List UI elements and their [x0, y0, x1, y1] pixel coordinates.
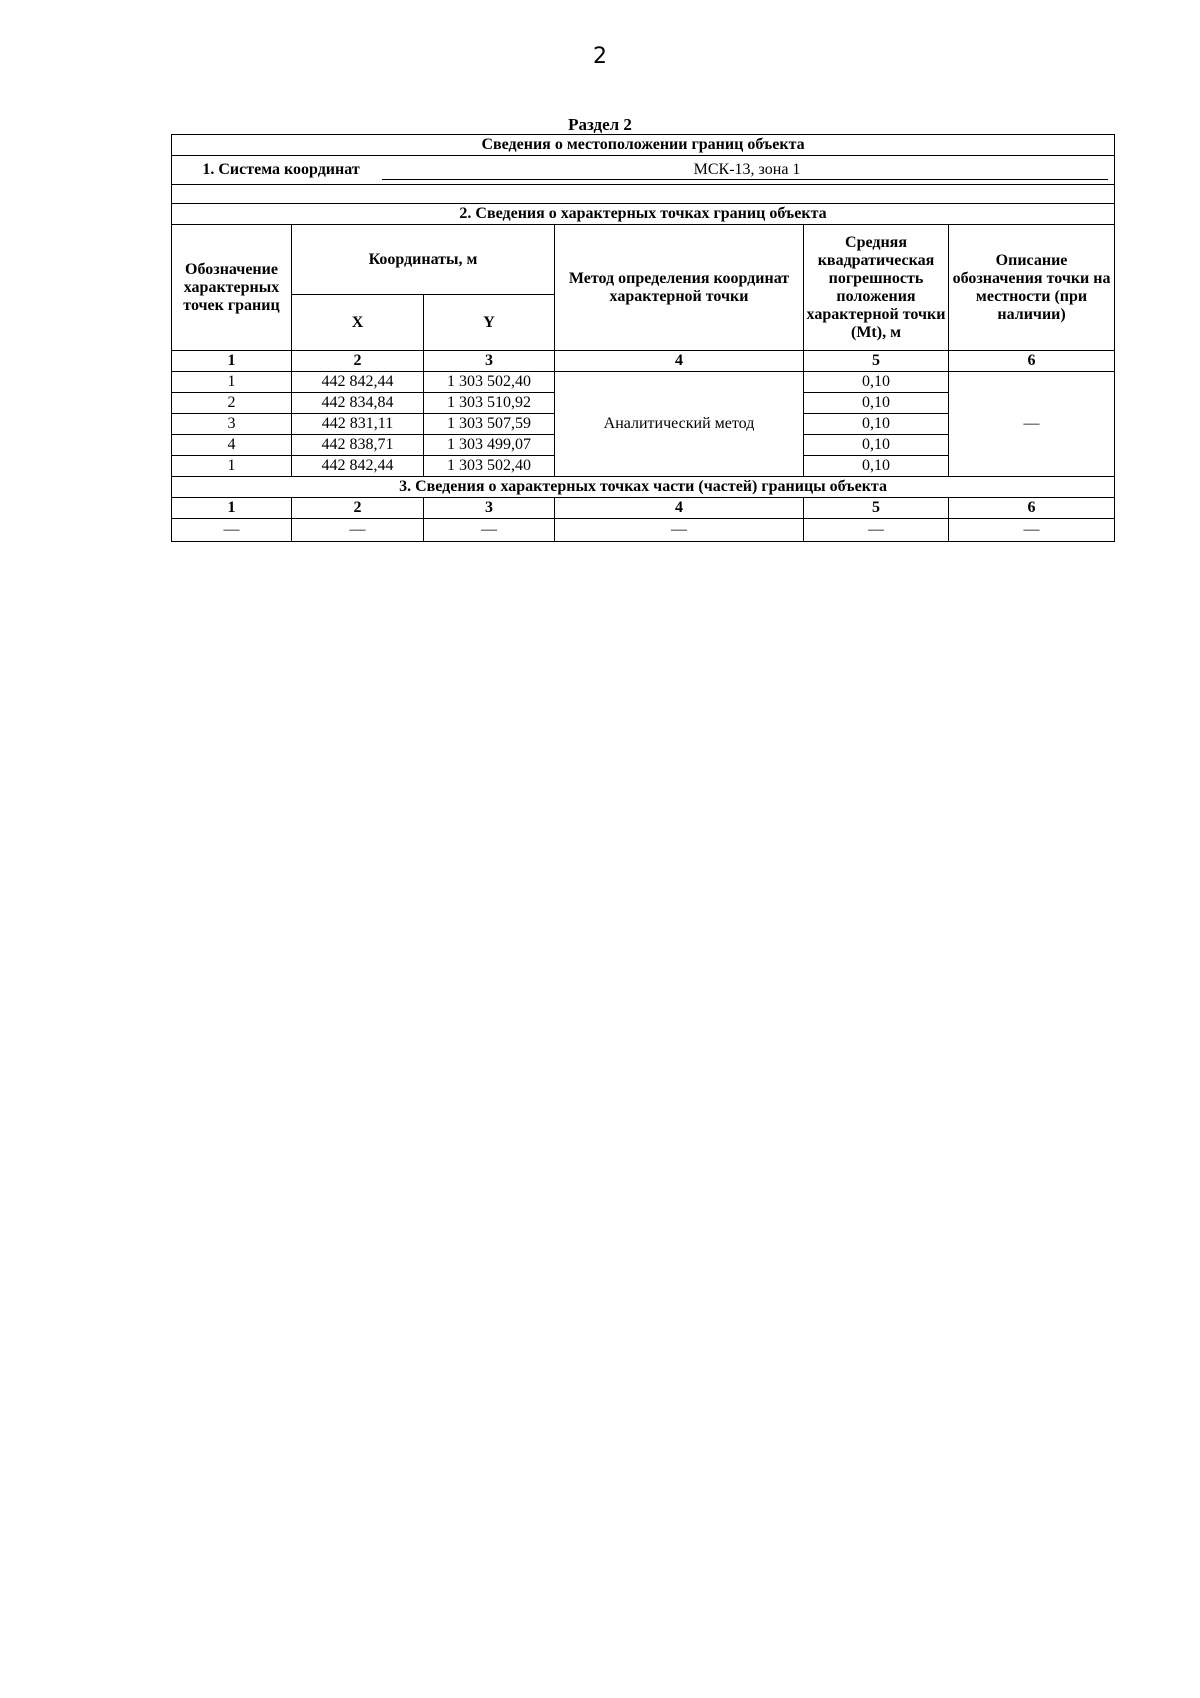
- point-x: 442 842,44: [292, 372, 424, 393]
- coordinate-system-cell: [172, 156, 1115, 185]
- column-number: 5: [804, 498, 949, 519]
- point-x: 442 842,44: [292, 456, 424, 477]
- point-y: 1 303 499,07: [424, 435, 555, 456]
- point-mt: 0,10: [804, 393, 949, 414]
- table-title: Сведения о местоположении границ объекта: [172, 135, 1115, 156]
- parts-column-numbers-row: [172, 498, 1115, 519]
- table-row: [172, 519, 1115, 542]
- header-method: Метод определения координат характерной точки: [555, 225, 804, 351]
- point-x: 442 831,11: [292, 414, 424, 435]
- point-id: 2: [172, 393, 292, 414]
- column-number: 4: [555, 498, 804, 519]
- header-coordinates: Координаты, м: [292, 225, 555, 295]
- coordinate-system-value: МСК-13, зона 1: [382, 161, 1108, 180]
- column-number: 3: [424, 498, 555, 519]
- point-y: 1 303 502,40: [424, 372, 555, 393]
- column-number: 5: [804, 351, 949, 372]
- method-value: Аналитический метод: [555, 372, 804, 477]
- description-value: —: [949, 372, 1115, 477]
- column-number: 4: [555, 351, 804, 372]
- coordinate-system-label: 1. Система координат: [202, 160, 360, 178]
- point-mt: 0,10: [804, 372, 949, 393]
- header-x: X: [292, 295, 424, 351]
- point-mt: 0,10: [804, 435, 949, 456]
- point-y: 1 303 507,59: [424, 414, 555, 435]
- parts-cell: —: [292, 519, 424, 542]
- table-row: [172, 372, 1115, 393]
- column-number: 1: [172, 498, 292, 519]
- blank-row: [172, 185, 1115, 204]
- header-error: Средняя квадратическая погрешность положения характерной точки (Mt), м: [804, 225, 949, 351]
- parts-cell: —: [424, 519, 555, 542]
- column-number: 6: [949, 498, 1115, 519]
- column-number: 2: [292, 351, 424, 372]
- page-number: 2: [593, 44, 607, 69]
- parts-cell: —: [949, 519, 1115, 542]
- boundary-table: [171, 134, 1115, 542]
- point-x: 442 834,84: [292, 393, 424, 414]
- header-description: Описание обозначения точки на местности (при наличии): [949, 225, 1115, 351]
- column-number: 6: [949, 351, 1115, 372]
- column-number: 2: [292, 498, 424, 519]
- header-y: Y: [424, 295, 555, 351]
- column-number: 1: [172, 351, 292, 372]
- point-y: 1 303 510,92: [424, 393, 555, 414]
- parts-cell: —: [555, 519, 804, 542]
- point-id: 4: [172, 435, 292, 456]
- column-numbers-row: [172, 351, 1115, 372]
- header-designation: Обозначение характерных точек границ: [172, 225, 292, 351]
- point-id: 1: [172, 456, 292, 477]
- parts-section-title: 3. Сведения о характерных точках части (частей) границы объекта: [172, 477, 1115, 498]
- point-y: 1 303 502,40: [424, 456, 555, 477]
- parts-cell: —: [804, 519, 949, 542]
- points-section-title: 2. Сведения о характерных точках границ объекта: [172, 204, 1115, 225]
- point-mt: 0,10: [804, 456, 949, 477]
- parts-cell: —: [172, 519, 292, 542]
- column-number: 3: [424, 351, 555, 372]
- point-x: 442 838,71: [292, 435, 424, 456]
- point-id: 3: [172, 414, 292, 435]
- section-title: Раздел 2: [568, 115, 632, 134]
- point-id: 1: [172, 372, 292, 393]
- point-mt: 0,10: [804, 414, 949, 435]
